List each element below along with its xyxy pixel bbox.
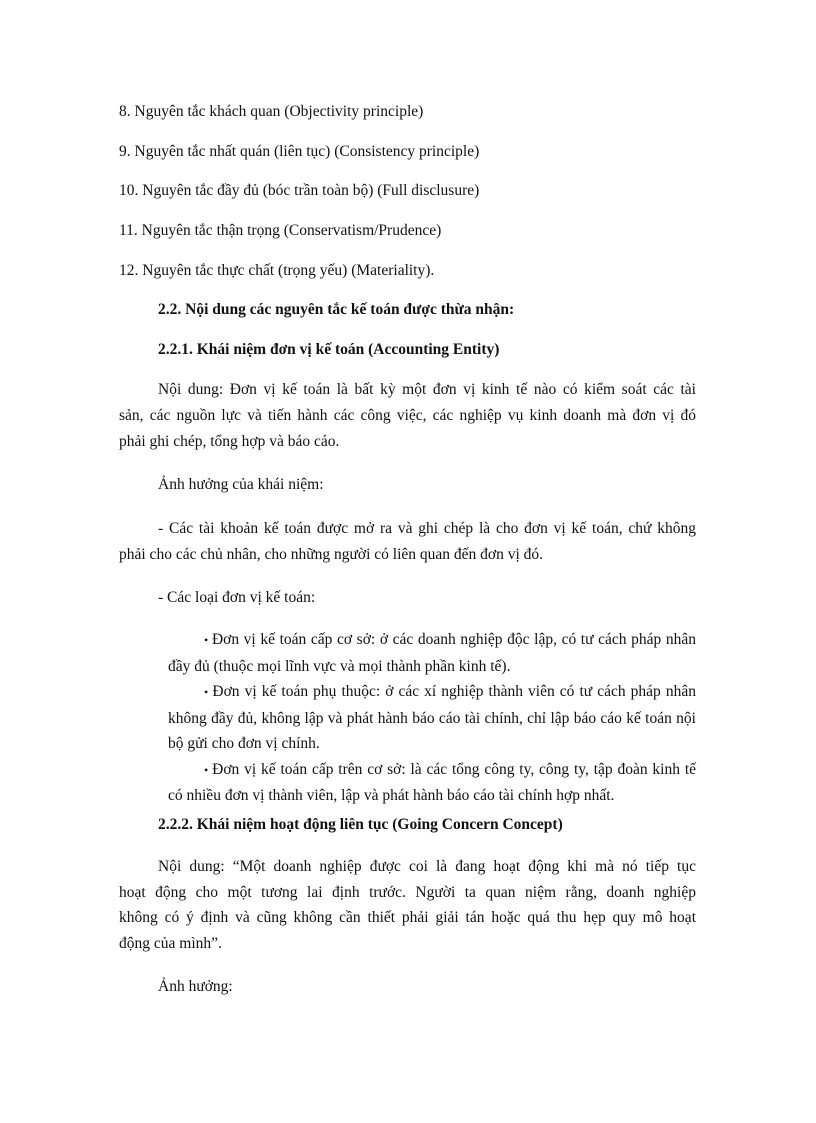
- accounts-line-1: - Các tài khoản kế toán được mở ra và ghi chép là cho đơn vị kế toán, chứ không: [158, 520, 696, 537]
- principle-8: 8. Nguyên tắc khách quan (Objectivity principle): [119, 103, 424, 120]
- entity-content-line-1: Nội dung: Đơn vị kế toán là bất kỳ một đơn vị kinh tế nào có kiểm soát các tài: [158, 381, 696, 398]
- going-concern-content-line-4: động của mình”.: [119, 935, 222, 952]
- subsection-heading-2-2-1: 2.2.1. Khái niệm đơn vị kế toán (Accounting Entity): [158, 341, 500, 358]
- going-concern-influence-label: Ảnh hưởng:: [158, 978, 233, 995]
- section-heading-2-2: 2.2. Nội dung các nguyên tắc kế toán được thừa nhận:: [158, 301, 515, 318]
- principle-12: 12. Nguyên tắc thực chất (trọng yếu) (Materiality).: [119, 262, 435, 279]
- bullet-item-dependent-entity: • Đơn vị kế toán phụ thuộc: ở các xí nghiệp thành viên có tư cách pháp nhân không đầy đủ, không lập và phát hành báo cáo tài chính, chỉ lập báo cáo kế toán nội bộ gửi cho đơn vị chính.: [168, 679, 696, 757]
- going-concern-content-line-1: Nội dung: “Một doanh nghiệp được coi là đang hoạt động khi mà nó tiếp tục: [158, 858, 696, 875]
- principle-11: 11. Nguyên tắc thận trọng (Conservatism/Prudence): [119, 222, 442, 239]
- entity-types-label: - Các loại đơn vị kế toán:: [158, 589, 316, 606]
- going-concern-content-line-2: hoạt động cho một tương lai định trước. Người ta quan niệm rằng, doanh nghiệp: [119, 884, 696, 901]
- bullet-item-base-entity: • Đơn vị kế toán cấp cơ sở: ở các doanh nghiệp độc lập, có tư cách pháp nhân đầy đủ (thuộc mọi lĩnh vực và mọi thành phần kinh tế).: [168, 627, 696, 679]
- subsection-heading-2-2-2: 2.2.2. Khái niệm hoạt động liên tục (Going Concern Concept): [158, 816, 563, 833]
- principle-10: 10. Nguyên tắc đầy đủ (bóc trần toàn bộ) (Full disclusure): [119, 182, 480, 199]
- bullet-list: [168, 627, 696, 809]
- entity-content-line-2: sản, các nguồn lực và tiến hành các công việc, các nghiệp vụ kinh doanh mà đơn vị đó: [119, 407, 696, 424]
- going-concern-content-line-3: không có ý định và cũng không cần thiết phải giải tán hoặc quá thu hẹp quy mô hoạt: [119, 909, 696, 926]
- accounts-line-2: phải cho các chủ nhân, cho những người có liên quan đến đơn vị đó.: [119, 546, 544, 563]
- principle-9: 9. Nguyên tắc nhất quán (liên tục) (Consistency principle): [119, 143, 480, 160]
- bullet-item-upper-entity: • Đơn vị kế toán cấp trên cơ sở: là các tổng công ty, công ty, tập đoàn kinh tế có nhiều đơn vị thành viên, lập và phát hành báo cáo tài chính hợp nhất.: [168, 757, 696, 809]
- entity-influence-label: Ảnh hưởng của khái niệm:: [158, 476, 324, 493]
- entity-content-line-3: phải ghi chép, tổng hợp và báo cáo.: [119, 433, 340, 450]
